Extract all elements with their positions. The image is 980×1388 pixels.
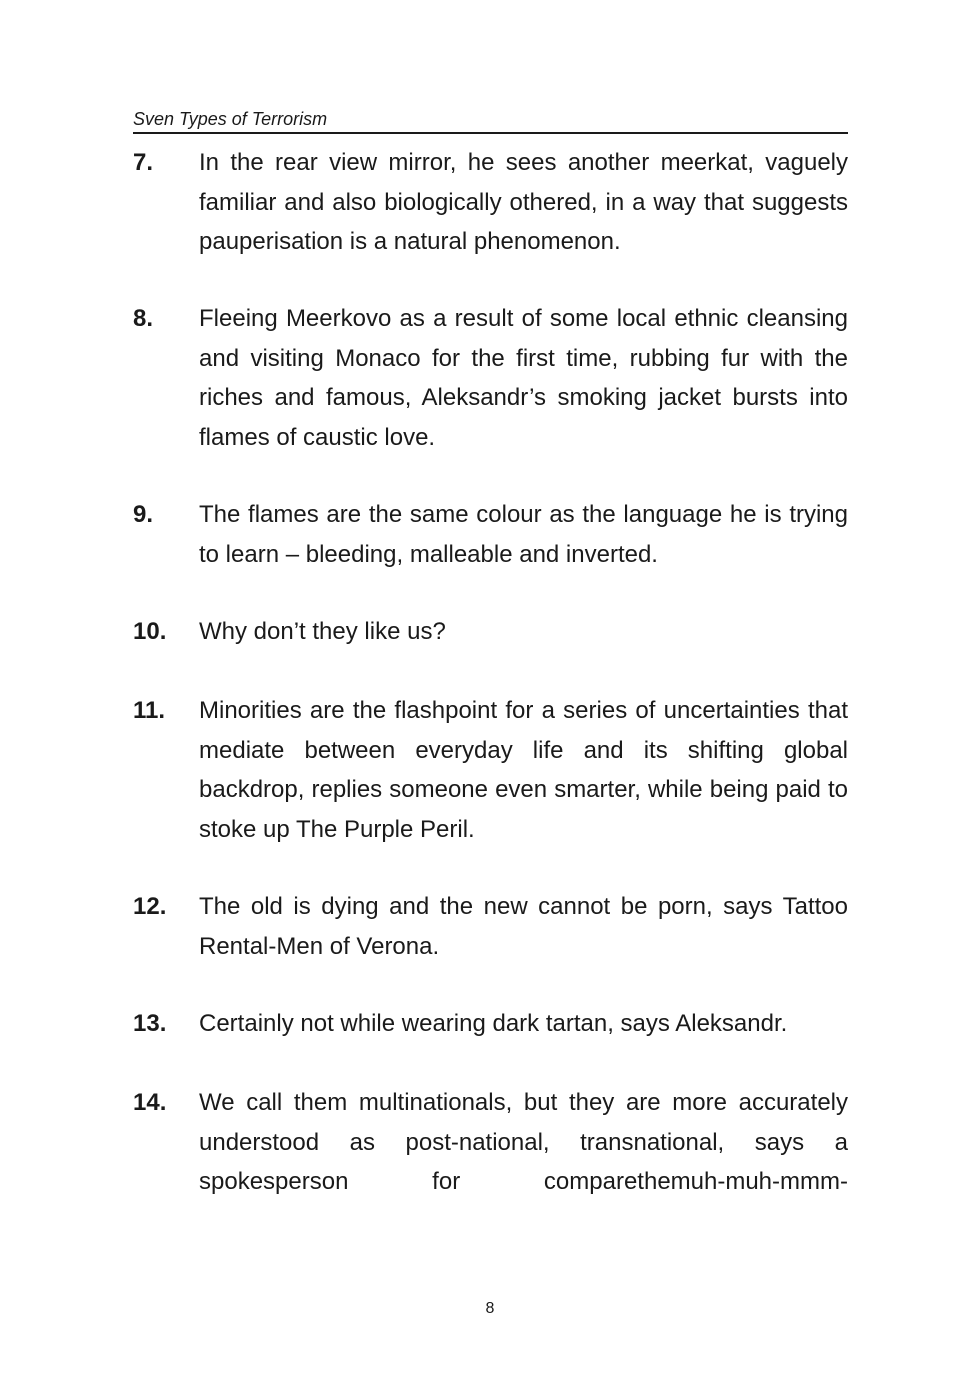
item-number: 14. bbox=[133, 1089, 167, 1116]
item-number: 11. bbox=[133, 697, 166, 724]
list-item bbox=[133, 1083, 848, 1202]
list-item bbox=[133, 887, 848, 966]
list-item bbox=[133, 495, 848, 574]
item-number: 12. bbox=[133, 893, 167, 920]
item-text: The old is dying and the new cannot be porn, says Tattoo Rental-Men of Verona. bbox=[199, 893, 848, 960]
item-number: 9. bbox=[133, 501, 154, 528]
item-text: Minorities are the flashpoint for a series of uncertainties that mediate between everyday life and its shifting global backdrop, replies someone even smarter, while being paid to stoke up The Purple Peril. bbox=[199, 697, 848, 843]
item-text: Fleeing Meerkovo as a result of some local ethnic cleansing and visiting Monaco for the first time, rubbing fur with the riches and famous, Aleksandr’s smoking jacket bursts into flames of caustic love. bbox=[199, 305, 848, 451]
list-item bbox=[133, 143, 848, 262]
item-text: Why don’t they like us? bbox=[199, 618, 446, 645]
list-item bbox=[133, 612, 848, 652]
item-text: We call them multinationals, but they are more accurately understood as post-national, transnational, says a spokesperson for comparethemuh-muh-mmm- bbox=[199, 1089, 848, 1195]
item-number: 10. bbox=[133, 618, 167, 645]
list-item bbox=[133, 691, 848, 849]
item-text: The flames are the same colour as the language he is trying to learn – bleeding, malleable and inverted. bbox=[199, 501, 848, 568]
item-number: 7. bbox=[133, 149, 154, 176]
item-number: 8. bbox=[133, 305, 154, 332]
item-number: 13. bbox=[133, 1010, 167, 1037]
item-text: In the rear view mirror, he sees another meerkat, vaguely familiar and also biologically othered, in a way that suggests pauperisation is a natural phenomenon. bbox=[199, 149, 848, 255]
list-item bbox=[133, 1004, 848, 1044]
page-number: 8 bbox=[485, 1300, 495, 1317]
running-header: Sven Types of Terrorism bbox=[133, 107, 848, 134]
item-text: Certainly not while wearing dark tartan, says Aleksandr. bbox=[199, 1010, 788, 1037]
list-item bbox=[133, 299, 848, 457]
